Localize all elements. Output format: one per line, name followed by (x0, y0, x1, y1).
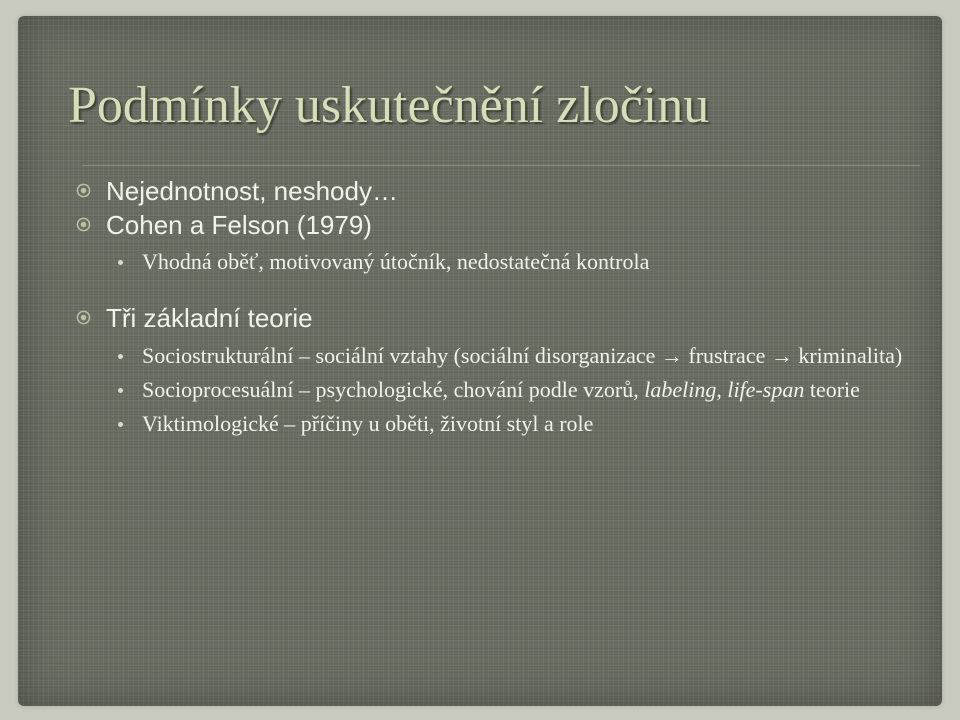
slide-content (76, 174, 906, 439)
italic-term: life-span (727, 377, 805, 402)
sub-bullet-text: Vhodná oběť, motivovaný útočník, nedostatečná kontrola (142, 249, 650, 274)
sub-bullet-text: Sociostrukturální – sociální vztahy (sociální disorganizace → frustrace → kriminalita) (142, 343, 903, 368)
sub-bullet-text: , (716, 377, 728, 402)
italic-term: labeling (644, 377, 717, 402)
bullet-item (76, 301, 906, 335)
target-bullet-icon (76, 310, 91, 325)
slide (18, 16, 942, 706)
sub-bullet-item (76, 409, 906, 439)
bullet-text: Cohen a Felson (1979) (106, 210, 372, 240)
target-bullet-icon (76, 183, 91, 198)
sub-bullet-item (76, 341, 906, 371)
target-bullet-icon (76, 217, 91, 232)
dot-bullet-icon (118, 388, 123, 393)
sub-bullet-text: Socioprocesuální – psychologické, chování podle vzorů, (142, 377, 645, 402)
bullet-item (76, 174, 906, 208)
bullet-text: Tři základní teorie (106, 303, 313, 333)
sub-bullet-item (76, 247, 906, 277)
title-divider (82, 165, 920, 166)
sub-bullet-text: Viktimologické – příčiny u oběti, životní styl a role (142, 411, 594, 436)
dot-bullet-icon (118, 260, 123, 265)
sub-bullet-text: teorie (804, 377, 860, 402)
bullet-item (76, 208, 906, 242)
sub-bullet-item (76, 375, 906, 405)
slide-title: Podmínky uskutečnění zločinu (68, 77, 710, 134)
bullet-text: Nejednotnost, neshody… (106, 176, 398, 206)
dot-bullet-icon (118, 422, 123, 427)
dot-bullet-icon (118, 354, 123, 359)
